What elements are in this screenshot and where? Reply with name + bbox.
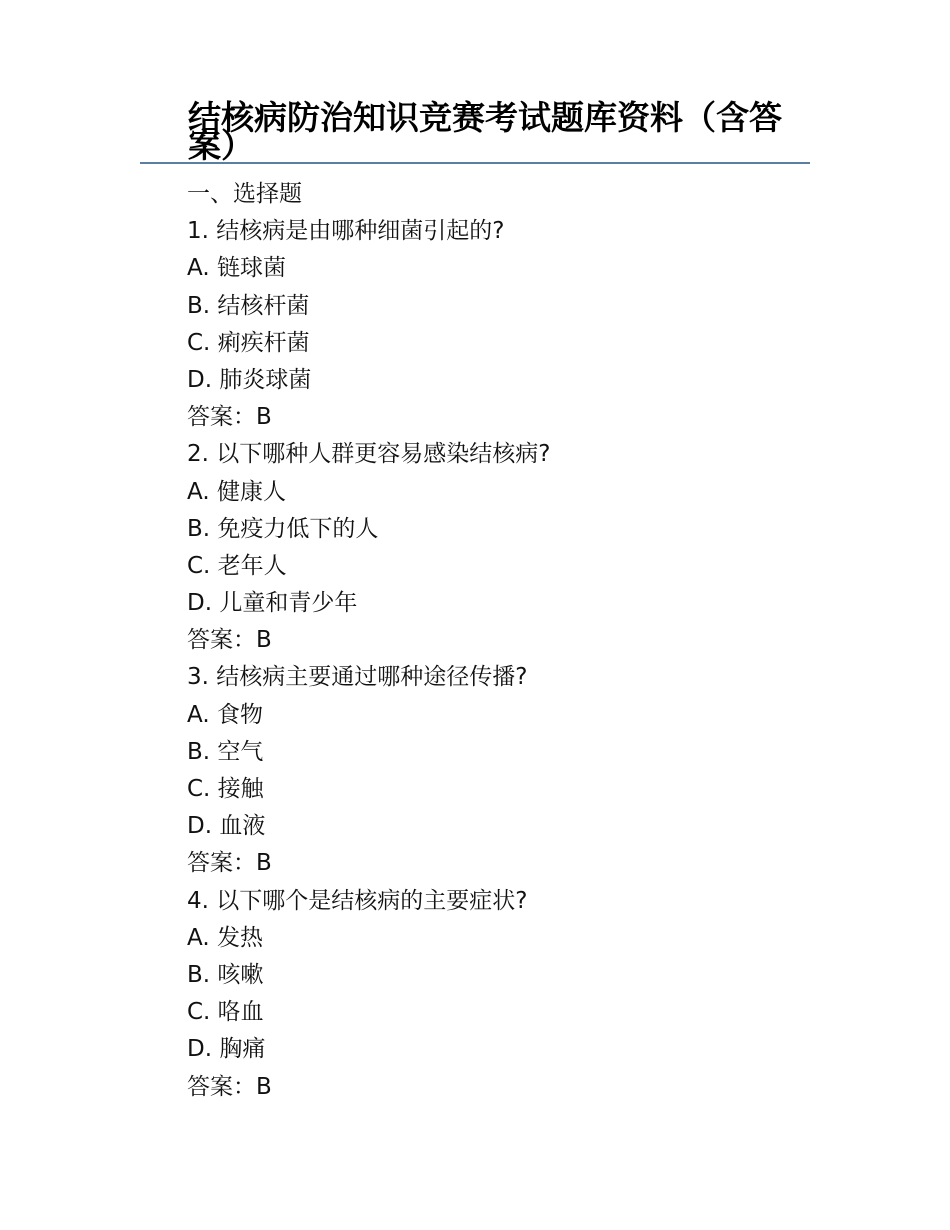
question-text: 4. 以下哪个是结核病的主要症状?: [187, 887, 528, 914]
section-heading: 一、选择题: [187, 181, 302, 207]
answer-text: 答案：B: [187, 850, 272, 877]
question-text: 3. 结核病主要通过哪种途径传播?: [187, 664, 528, 691]
page-title: 结核病防治知识竞赛考试题库资料（含答案）: [188, 98, 782, 165]
option-c: C. 咯血: [187, 999, 264, 1026]
question-text: 1. 结核病是由哪种细菌引起的?: [187, 218, 505, 245]
option-d: D. 血液: [187, 813, 266, 840]
option-c: C. 痢疾杆菌: [187, 329, 310, 356]
question-text: 2. 以下哪种人群更容易感染结核病?: [187, 441, 551, 468]
document-body: [187, 176, 827, 1106]
answer-text: 答案：B: [187, 627, 272, 654]
option-a: A. 食物: [187, 701, 263, 728]
answer-text: 答案：B: [187, 404, 272, 431]
option-b: B. 结核杆菌: [187, 292, 310, 319]
option-a: A. 发热: [187, 924, 263, 951]
option-d: D. 肺炎球菌: [187, 366, 312, 393]
answer-text: 答案：B: [187, 1073, 272, 1100]
title-block: [140, 98, 810, 165]
option-a: A. 健康人: [187, 478, 286, 505]
option-d: D. 胸痛: [187, 1036, 266, 1063]
option-c: C. 老年人: [187, 552, 287, 579]
option-b: B. 免疫力低下的人: [187, 515, 379, 542]
option-a: A. 链球菌: [187, 255, 286, 282]
option-c: C. 接触: [187, 776, 264, 802]
option-d: D. 儿童和青少年: [187, 590, 358, 617]
option-b: B. 空气: [187, 738, 264, 765]
option-b: B. 咳嗽: [187, 961, 264, 988]
